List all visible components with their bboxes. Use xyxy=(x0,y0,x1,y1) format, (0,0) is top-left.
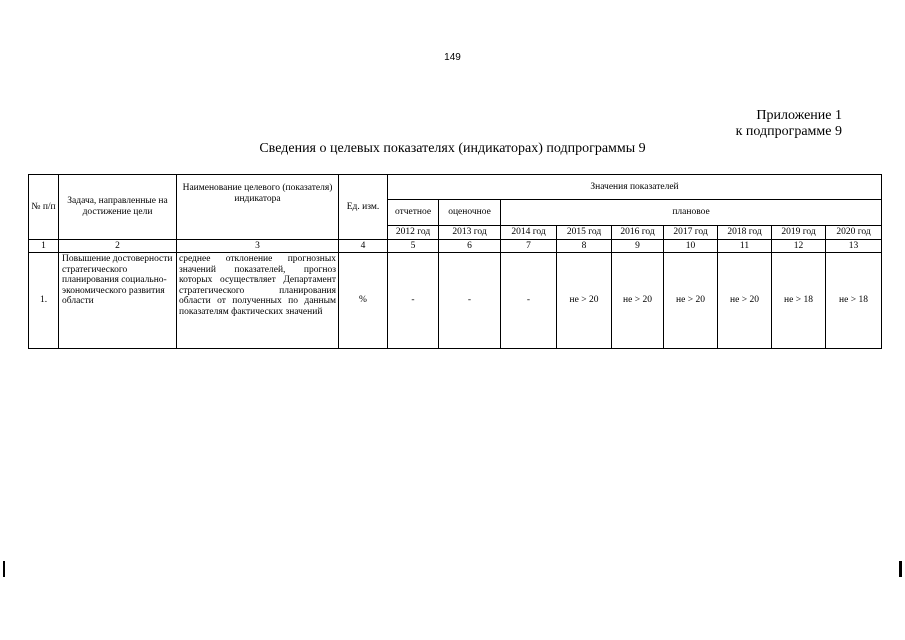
column-number: 3 xyxy=(177,239,339,253)
row-value: не > 20 xyxy=(718,253,772,349)
page-number: 149 xyxy=(444,52,461,63)
header-unit: Ед. изм. xyxy=(339,175,388,240)
header-indicator: Наименование целевого (показателя) индикатора xyxy=(177,175,339,240)
appendix-line-1: Приложение 1 xyxy=(756,108,842,123)
column-number: 1 xyxy=(29,239,59,253)
column-number: 4 xyxy=(339,239,388,253)
row-value: не > 20 xyxy=(557,253,612,349)
header-year: 2014 год xyxy=(501,226,557,240)
column-number: 2 xyxy=(59,239,177,253)
appendix-line-2: к подпрограмме 9 xyxy=(735,124,842,139)
table-row xyxy=(29,253,882,349)
scan-edge-mark-right xyxy=(899,561,902,577)
row-task: Повышение достоверности стратегического планирования социально-экономического развития области xyxy=(59,253,177,349)
row-value: - xyxy=(388,253,439,349)
header-task: Задача, направленные на достижение цели xyxy=(59,175,177,240)
header-num: № п/п xyxy=(29,175,59,240)
column-numbers-row xyxy=(29,239,882,253)
scan-edge-mark-left xyxy=(3,561,5,577)
header-year: 2019 год xyxy=(772,226,826,240)
header-reported: отчетное xyxy=(388,200,439,226)
header-estimated: оценочное xyxy=(439,200,501,226)
column-number: 9 xyxy=(612,239,664,253)
column-number: 8 xyxy=(557,239,612,253)
indicators-table xyxy=(28,174,882,349)
row-value: не > 18 xyxy=(772,253,826,349)
column-number: 11 xyxy=(718,239,772,253)
row-value: не > 20 xyxy=(612,253,664,349)
row-indicator: среднее отклонение прогнозных значений показателей, прогноз которых осуществляет Департамент стратегического планирования области от полученных по данным показателям фактических значений xyxy=(177,253,339,349)
column-number: 13 xyxy=(826,239,882,253)
header-year: 2017 год xyxy=(664,226,718,240)
row-num: 1. xyxy=(29,253,59,349)
column-number: 6 xyxy=(439,239,501,253)
row-value: - xyxy=(439,253,501,349)
header-year: 2016 год xyxy=(612,226,664,240)
row-value: не > 18 xyxy=(826,253,882,349)
column-number: 7 xyxy=(501,239,557,253)
header-year: 2013 год xyxy=(439,226,501,240)
header-planned: плановое xyxy=(501,200,882,226)
header-year: 2012 год xyxy=(388,226,439,240)
document-title: Сведения о целевых показателях (индикаторах) подпрограммы 9 xyxy=(259,141,646,156)
row-unit: % xyxy=(339,253,388,349)
header-row-1 xyxy=(29,175,882,200)
column-number: 5 xyxy=(388,239,439,253)
header-year: 2015 год xyxy=(557,226,612,240)
column-number: 12 xyxy=(772,239,826,253)
row-value: не > 20 xyxy=(664,253,718,349)
column-number: 10 xyxy=(664,239,718,253)
header-year: 2020 год xyxy=(826,226,882,240)
header-values: Значения показателей xyxy=(388,175,882,200)
header-year: 2018 год xyxy=(718,226,772,240)
appendix-label xyxy=(736,108,842,140)
row-value: - xyxy=(501,253,557,349)
